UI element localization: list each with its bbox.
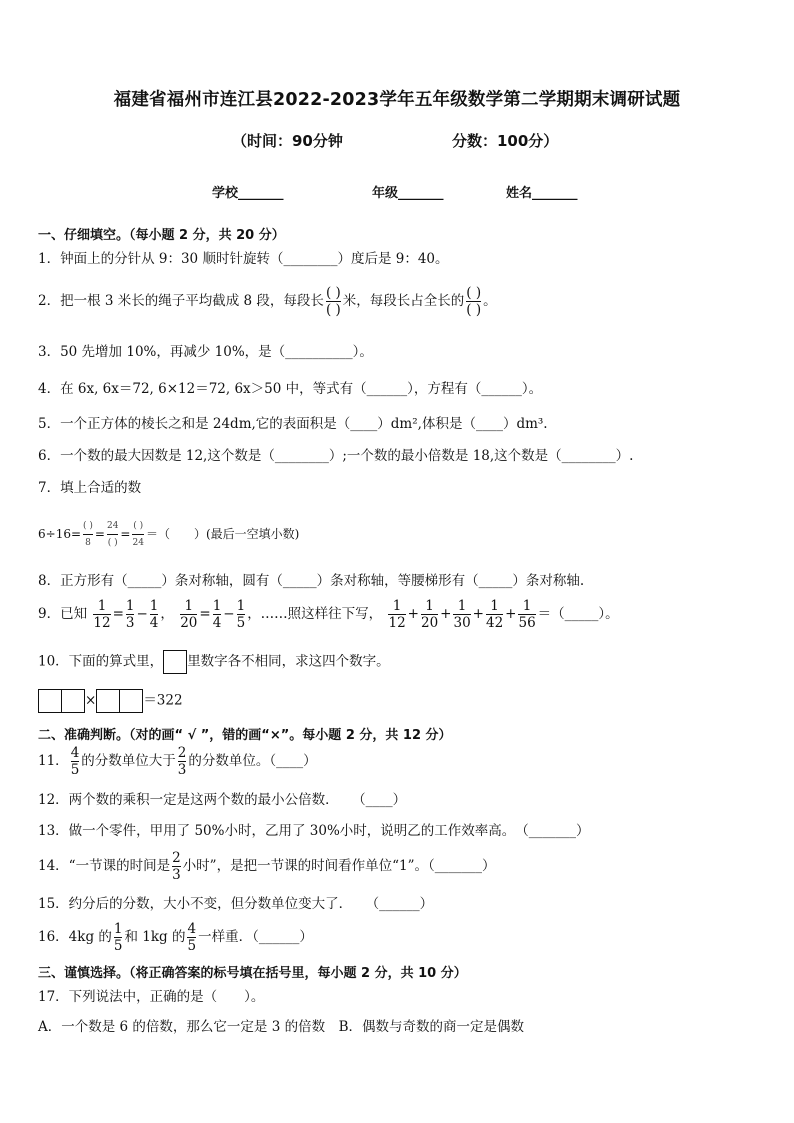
q9-frac-b: $\frac{1}{3}$ [125, 598, 135, 631]
time-label: （时间：90分钟 [232, 132, 343, 150]
q9-end: ＝（_____）。 [537, 606, 619, 622]
q2-fraction-1: $\frac{( )}{( )}$ [325, 285, 341, 318]
question-7: 7．填上合适的数 [38, 480, 142, 496]
answer-box-2[interactable] [61, 689, 85, 713]
q10-legend-box [163, 650, 187, 674]
q9-frac-f: $\frac{1}{5}$ [236, 598, 246, 631]
q9-sum-5: $\frac{1}{56}$ [518, 598, 536, 631]
name-field: 姓名_______ [506, 186, 578, 201]
question-14: 14．“一节课的时间是 $\frac{2}{3}$ 小时”，是把一节课的时间看作单位“1”。（_______） [38, 850, 496, 883]
q9-sum-3: $\frac{1}{30}$ [453, 598, 471, 631]
q16-frac-1: $\frac{1}{5}$ [113, 921, 123, 954]
page-title: 福建省福州市连江县2022-2023学年五年级数学第二学期期末调研试题 [113, 90, 681, 110]
q14-frac: $\frac{2}{3}$ [172, 850, 181, 883]
question-3: 3．50 先增加 10%，再减少 10%，是（__________）。 [38, 344, 373, 360]
question-4: 4．在 6x, 6x＝72, 6×12＝72, 6x＞50 中，等式有（______），方程有（______）。 [38, 381, 543, 397]
score-label: 分数：100分） [452, 132, 559, 150]
q9-sum-2: $\frac{1}{20}$ [420, 598, 439, 631]
q10-lead: 10．下面的算式里， [38, 653, 164, 670]
question-11: 11． $\frac{4}{5}$ 的分数单位大于 $\frac{2}{3}$ 的分数单位。（____） [38, 745, 317, 778]
q9-mid: ，……照这样往下写， [247, 606, 383, 622]
question-6: 6．一个数的最大因数是 12,这个数是（________）;一个数的最小倍数是 18,这个数是（________）. [38, 448, 634, 464]
q7-fraction-1: $\frac{( )}{8}$ [83, 518, 93, 551]
question-15: 15．约分后的分数，大小不变，但分数单位变大了． （______） [38, 896, 434, 912]
school-field: 学校_______ [212, 186, 284, 201]
q9-lead: 9．已知 [38, 606, 88, 622]
section-1-heading: 一、仔细填空。（每小题 2 分，共 20 分） [38, 228, 285, 243]
q7-fraction-3: $\frac{( )}{24}$ [132, 518, 143, 551]
grade-field: 年级_______ [372, 186, 444, 201]
question-10-equation [38, 689, 183, 713]
question-5: 5．一个正方体的棱长之和是 24dm,它的表面积是（____）dm²,体积是（____）dm³. [38, 416, 548, 432]
question-1: 1．钟面上的分针从 9：30 顺时针旋转（________）度后是 9：40。 [38, 251, 449, 267]
q2-text-b: 米，每段长占全长的 [342, 293, 465, 309]
question-17-options: A．一个数是 6 的倍数，那么它一定是 3 的倍数 B．偶数与奇数的商一定是偶数 [38, 1019, 525, 1035]
question-2 [38, 285, 497, 318]
q2-text-a: 2．把一根 3 米长的绳子平均截成 8 段，每段长 [38, 293, 324, 309]
answer-box-1[interactable] [38, 689, 62, 713]
q10-result: ＝322 [143, 692, 183, 709]
question-8: 8．正方形有（_____）条对称轴，圆有（_____）条对称轴，等腰梯形有（_____）条对称轴. [38, 573, 585, 589]
q2-text-c: 。 [483, 293, 497, 309]
question-13: 13．做一个零件，甲用了 50%小时，乙用了 30%小时，说明乙的工作效率高。 （_______） [38, 823, 590, 839]
q9-frac-e: $\frac{1}{4}$ [212, 598, 222, 631]
question-17: 17．下列说法中，正确的是（ ）。 [38, 989, 265, 1005]
answer-box-4[interactable] [119, 689, 143, 713]
question-16: 16．4kg 的 $\frac{1}{5}$ 和 1kg 的 $\frac{4}{5}$ 一样重．（______） [38, 921, 313, 954]
q9-frac-c: $\frac{1}{4}$ [149, 598, 159, 631]
question-7-equation: 6÷16= $\frac{( )}{8}$ = $\frac{24}{( )}$ = $\frac{( )}{24}$ ＝（ ）(最后一空填小数) [38, 518, 299, 551]
q9-sum-1: $\frac{1}{12}$ [388, 598, 406, 631]
question-9: 9．已知 $\frac{1}{12}$ = $\frac{1}{3}$ − $\frac{1}{4}$ ， $\frac{1}{20}$ = $\frac{1}{4}$ − $\frac{1}{5}$ ，……照这样往下写， $\frac{1}{12}$ + $\frac{1}{20}$ + $\frac{1}{30}$ + $\frac{1}{42}$ + $\frac{1}{56}$ ＝（_____）。 [38, 598, 619, 631]
answer-box-3[interactable] [96, 689, 120, 713]
times-sign: × [85, 692, 97, 709]
q9-frac-a: $\frac{1}{12}$ [93, 598, 111, 631]
q7-lead: 6÷16= [38, 527, 82, 541]
q9-frac-d: $\frac{1}{20}$ [180, 598, 198, 631]
question-12: 12．两个数的乘积一定是这两个数的最小公倍数． （____） [38, 792, 407, 808]
section-3-heading: 三、谨慎选择。（将正确答案的标号填在括号里，每小题 2 分，共 10 分） [38, 966, 467, 981]
section-2-heading: 二、准确判断。（对的画“ √ ”，错的画“×”。每小题 2 分，共 12 分） [38, 728, 452, 743]
q7-tail: ＝（ ）(最后一空填小数) [145, 527, 300, 541]
q11-frac-2: $\frac{2}{3}$ [177, 745, 187, 778]
question-10 [38, 650, 390, 674]
q9-sum-4: $\frac{1}{42}$ [485, 598, 504, 631]
q2-fraction-2: $\frac{( )}{( )}$ [466, 285, 482, 318]
q11-frac-1: $\frac{4}{5}$ [70, 745, 80, 778]
q7-fraction-2: $\frac{24}{( )}$ [107, 518, 118, 551]
q16-frac-2: $\frac{4}{5}$ [187, 921, 197, 954]
q10-tail: 里数字各不相同，求这四个数字。 [187, 653, 390, 670]
